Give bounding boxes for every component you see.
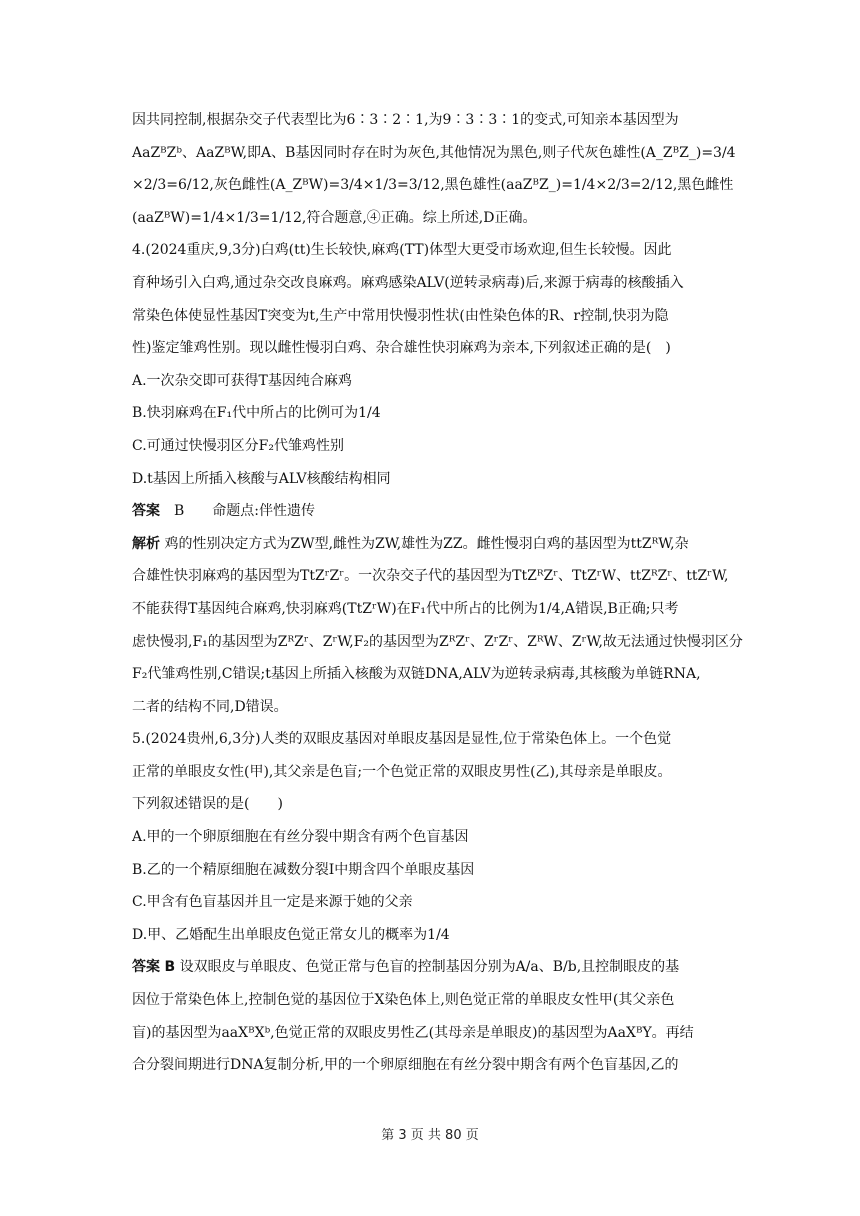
q4-option-d: D.t基因上所插入核酸与ALV核酸结构相同	[132, 470, 391, 487]
analysis-label: 解析	[132, 535, 160, 552]
q4-stem-line: 常染色体使显性基因T突变为t,生产中常用快慢羽性状(由性染色体的R、r控制,快羽为隐	[132, 307, 669, 324]
q5-stem-line: 下列叙述错误的是( )	[132, 796, 283, 813]
document-body	[132, 104, 743, 1082]
page-footer: 第 3 页 共 80 页	[381, 1128, 479, 1143]
q4-stem-line: 育种场引入白鸡,通过杂交改良麻鸡。麻鸡感染ALV(逆转录病毒)后,来源于病毒的核酸插入	[132, 274, 684, 291]
q5-stem-line: 5.(2024贵州,6,3分)人类的双眼皮基因对单眼皮基因是显性,位于常染色体上。一个色觉	[132, 731, 672, 748]
topic-label: 命题点:伴性遗传	[212, 503, 316, 520]
q5-option-c: C.甲含有色盲基因并且一定是来源于她的父亲	[132, 894, 413, 911]
q4-option-a: A.一次杂交即可获得T基因纯合麻鸡	[132, 372, 352, 389]
q4-analysis-line: 虑快慢羽,F₁的基因型为ZᴿZʳ、ZʳW,F₂的基因型为ZᴿZʳ、ZʳZʳ、ZᴿW、ZʳW,故无法通过快慢羽区分	[132, 633, 743, 650]
q4-analysis-line: 解析 鸡的性别决定方式为ZW型,雌性为ZW,雄性为ZZ。雌性慢羽白鸡的基因型为ttZᴿW,杂	[132, 535, 689, 552]
intro-line: AaZᴮZᵇ、AaZᴮW,即A、B基因同时存在时为灰色,其他情况为黑色,则子代灰色雄性(A_ZᴮZ_)=3/4	[132, 144, 736, 161]
answer-value: B	[164, 959, 176, 976]
q5-stem-line: 正常的单眼皮女性(甲),其父亲是色盲;一个色觉正常的双眼皮男性(乙),其母亲是单眼皮。	[132, 763, 672, 780]
q4-analysis-line: 不能获得T基因纯合麻鸡,快羽麻鸡(TtZʳW)在F₁代中所占的比例为1/4,A错误,B正确;只考	[132, 600, 679, 617]
q4-analysis-line: 合雄性快羽麻鸡的基因型为TtZʳZʳ。一次杂交子代的基因型为TtZᴿZʳ、TtZʳW、ttZᴿZʳ、ttZʳW,	[132, 568, 729, 585]
q5-analysis-line: 因位于常染色体上,控制色觉的基因位于X染色体上,则色觉正常的单眼皮女性甲(其父亲色	[132, 992, 675, 1009]
q5-option-a: A.甲的一个卵原细胞在有丝分裂中期含有两个色盲基因	[132, 829, 469, 846]
answer-label: 答案	[132, 959, 160, 976]
answer-label: 答案	[132, 503, 160, 520]
q5-option-b: B.乙的一个精原细胞在减数分裂Ⅰ中期含四个单眼皮基因	[132, 861, 475, 878]
q4-option-c: C.可通过快慢羽区分F₂代雏鸡性别	[132, 437, 344, 454]
q4-analysis-line: F₂代雏鸡性别,C错误;t基因上所插入核酸为双链DNA,ALV为逆转录病毒,其核酸为单链RNA,	[132, 666, 701, 683]
intro-line: ×2/3=6/12,灰色雌性(A_ZᴮW)=3/4×1/3=3/12,黑色雄性(aaZᴮZ_)=1/4×2/3=2/12,黑色雌性	[132, 177, 734, 194]
answer-value: B	[174, 503, 185, 520]
intro-line: 因共同控制,根据杂交子代表型比为6∶3∶2∶1,为9∶3∶3∶1的变式,可知亲本基因型为	[132, 112, 679, 128]
q4-answer-line	[132, 495, 732, 528]
q4-stem-line: 性)鉴定雏鸡性别。现以雌性慢羽白鸡、杂合雄性快羽麻鸡为亲本,下列叙述正确的是( )	[132, 340, 671, 357]
q4-option-b: B.快羽麻鸡在F₁代中所占的比例可为1/4	[132, 405, 381, 422]
q5-analysis-line: 合分裂间期进行DNA复制分析,甲的一个卵原细胞在有丝分裂中期含有两个色盲基因,乙的	[132, 1057, 679, 1074]
q5-answer-line: 答案 B 设双眼皮与单眼皮、色觉正常与色盲的控制基因分别为A/a、B/b,且控制眼皮的基	[132, 959, 680, 976]
q5-analysis-line: 盲)的基因型为aaXᴮXᵇ,色觉正常的双眼皮男性乙(其母亲是单眼皮)的基因型为AaXᴮY。再结	[132, 1024, 694, 1041]
q4-analysis-line: 二者的结构不同,D错误。	[132, 698, 288, 715]
q5-option-d: D.甲、乙婚配生出单眼皮色觉正常女儿的概率为1/4	[132, 926, 450, 943]
q4-stem-line: 4.(2024重庆,9,3分)白鸡(tt)生长较快,麻鸡(TT)体型大更受市场欢迎,但生长较慢。因此	[132, 242, 672, 259]
intro-line: (aaZᴮW)=1/4×1/3=1/12,符合题意,④正确。综上所述,D正确。	[132, 209, 537, 226]
